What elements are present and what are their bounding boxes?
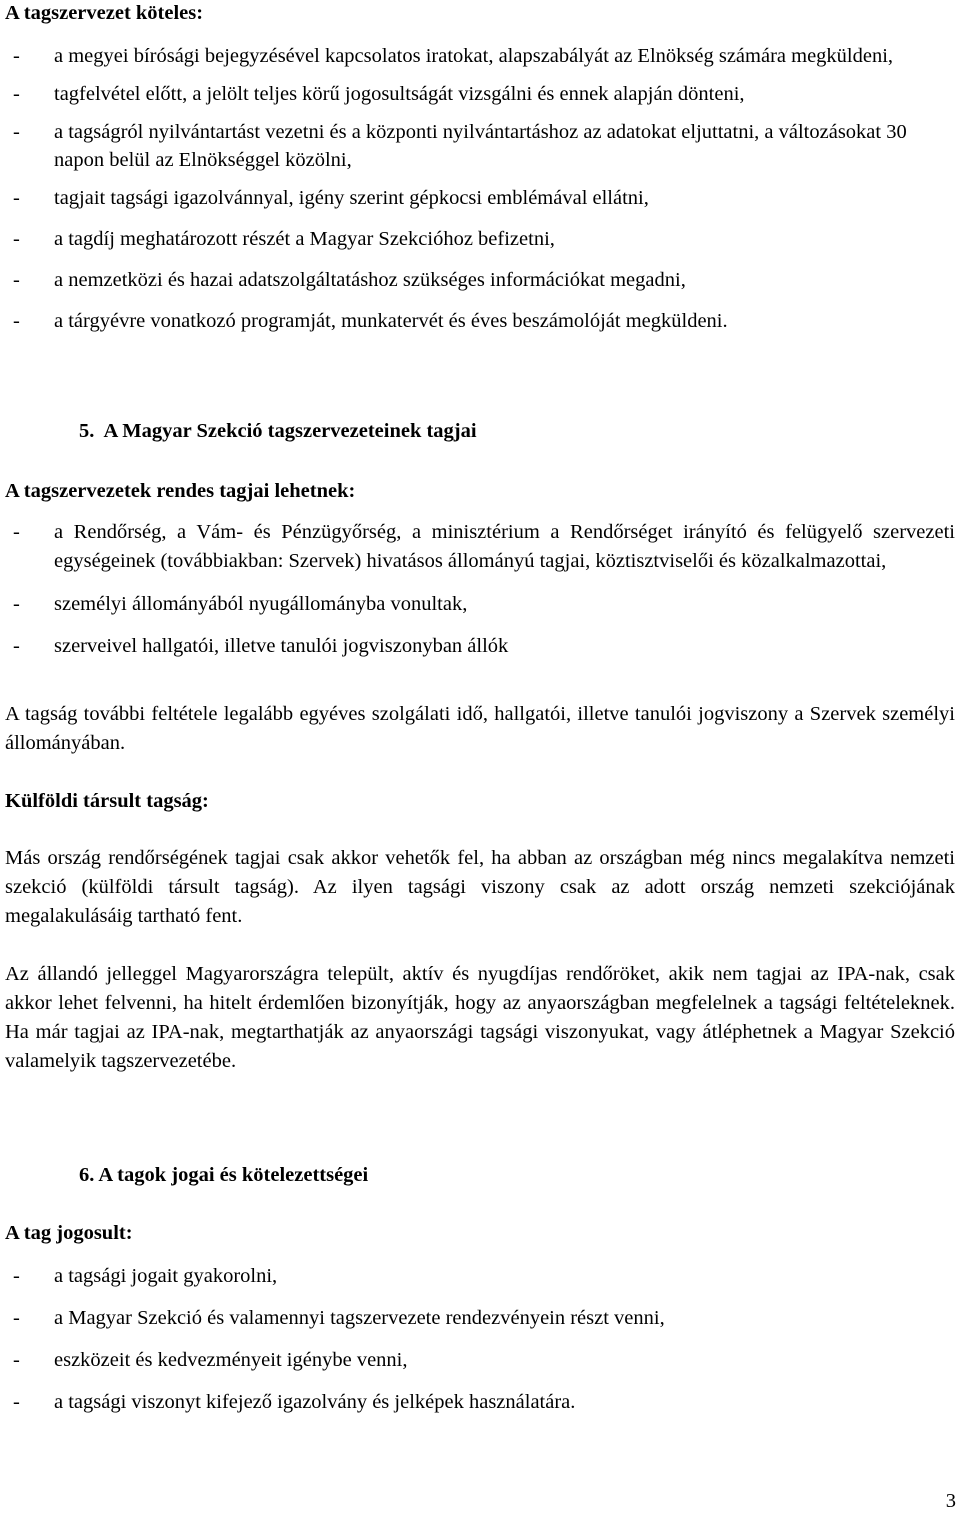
- list-item: - tagjait tagsági igazolvánnyal, igény szerint gépkocsi emblémával ellátni,: [5, 184, 955, 212]
- list-item: - a nemzetközi és hazai adatszolgáltatáshoz szükséges információkat megadni,: [5, 266, 955, 294]
- foreign-membership-heading: Külföldi társult tagság:: [5, 790, 209, 812]
- resident-police-paragraph: Az állandó jelleggel Magyarországra települt, aktív és nyugdíjas rendőröket, akik nem tagjai az IPA-nak, csak akkor lehet felvenni, ha hitelt érdemlően bizonyítják, hogy az anyaországban megfelelnek a tagsági feltételeknek. Ha már tagjai az IPA-nak, megtarthatják az anyaországi tagsági viszonyukat, vagy átléphetnek a Magyar Szekció valamelyik tagszervezetébe.: [5, 963, 955, 1072]
- dash-bullet: -: [13, 1349, 20, 1371]
- dash-bullet: -: [13, 310, 20, 332]
- members-list: [5, 518, 955, 660]
- obligations-list: [5, 42, 955, 335]
- list-item: - a Rendőrség, a Vám- és Pénzügyőrség, a minisztérium a Rendőrséget irányító és felügyelő szervezeti egységeinek (továbbiakban: Szervek) hivatásos állományú tagjai, köztisztviselői és közalkalmazottai,: [5, 518, 955, 576]
- dash-bullet: -: [13, 635, 20, 657]
- page-number: 3: [945, 1490, 956, 1512]
- foreign-membership-paragraph: Más ország rendőrségének tagjai csak akkor vehetők fel, ha abban az országban még nincs megalakítva nemzeti szekció (külföldi társult tagság). Az ilyen tagsági viszony csak az adott ország nemzeti szekciójának megalakulásáig tartható fent.: [5, 847, 955, 927]
- members-heading: A tagszervezetek rendes tagjai lehetnek:: [5, 480, 356, 502]
- list-item: - a tagdíj meghatározott részét a Magyar Szekcióhoz befizetni,: [5, 225, 955, 253]
- rights-heading: A tag jogosult:: [5, 1222, 133, 1244]
- list-item: - szerveivel hallgatói, illetve tanulói jogviszonyban állók: [5, 632, 955, 660]
- dash-bullet: -: [13, 1265, 20, 1287]
- dash-bullet: -: [13, 593, 20, 615]
- list-item: - a tagságról nyilvántartást vezetni és a központi nyilvántartáshoz az adatokat eljuttatni, a változásokat 30 napon belül az Elnökséggel közölni,: [5, 118, 955, 174]
- list-item: - a Magyar Szekció és valamennyi tagszervezete rendezvényein részt venni,: [5, 1304, 955, 1332]
- section-title-text: A Magyar Szekció tagszervezeteinek tagjai: [103, 420, 477, 442]
- dash-bullet: -: [13, 83, 20, 105]
- list-item: - tagfelvétel előtt, a jelölt teljes körű jogosultságát vizsgálni és ennek alapján dönteni,: [5, 80, 955, 108]
- list-item: - személyi állományából nyugállományba vonultak,: [5, 590, 955, 618]
- dash-bullet: -: [13, 121, 20, 143]
- section-number: 5.: [79, 420, 95, 442]
- list-item: - a tárgyévre vonatkozó programját, munkatervét és éves beszámolóját megküldeni.: [5, 307, 955, 335]
- dash-bullet: -: [13, 228, 20, 250]
- dash-bullet: -: [13, 45, 20, 67]
- list-item: - a megyei bírósági bejegyzésével kapcsolatos iratokat, alapszabályát az Elnökség számára megküldeni,: [5, 42, 955, 70]
- section-title-text: A tagok jogai és kötelezettségei: [98, 1164, 369, 1186]
- section-6-title: [79, 1164, 368, 1187]
- rights-list: [5, 1262, 955, 1416]
- section-5-title: [79, 420, 477, 443]
- list-item: - a tagsági viszonyt kifejező igazolvány és jelképek használatára.: [5, 1388, 955, 1416]
- membership-condition-paragraph: A tagság további feltétele legalább egyéves szolgálati idő, hallgatói, illetve tanulói jogviszony a Szervek személyi állományában.: [5, 703, 955, 754]
- dash-bullet: -: [13, 1391, 20, 1413]
- list-item: - a tagsági jogait gyakorolni,: [5, 1262, 955, 1290]
- list-item: - eszközeit és kedvezményeit igénybe venni,: [5, 1346, 955, 1374]
- dash-bullet: -: [13, 187, 20, 209]
- dash-bullet: -: [13, 269, 20, 291]
- section-number: 6.: [79, 1164, 95, 1186]
- dash-bullet: -: [13, 521, 20, 543]
- obligations-heading: A tagszervezet köteles:: [5, 2, 204, 24]
- dash-bullet: -: [13, 1307, 20, 1329]
